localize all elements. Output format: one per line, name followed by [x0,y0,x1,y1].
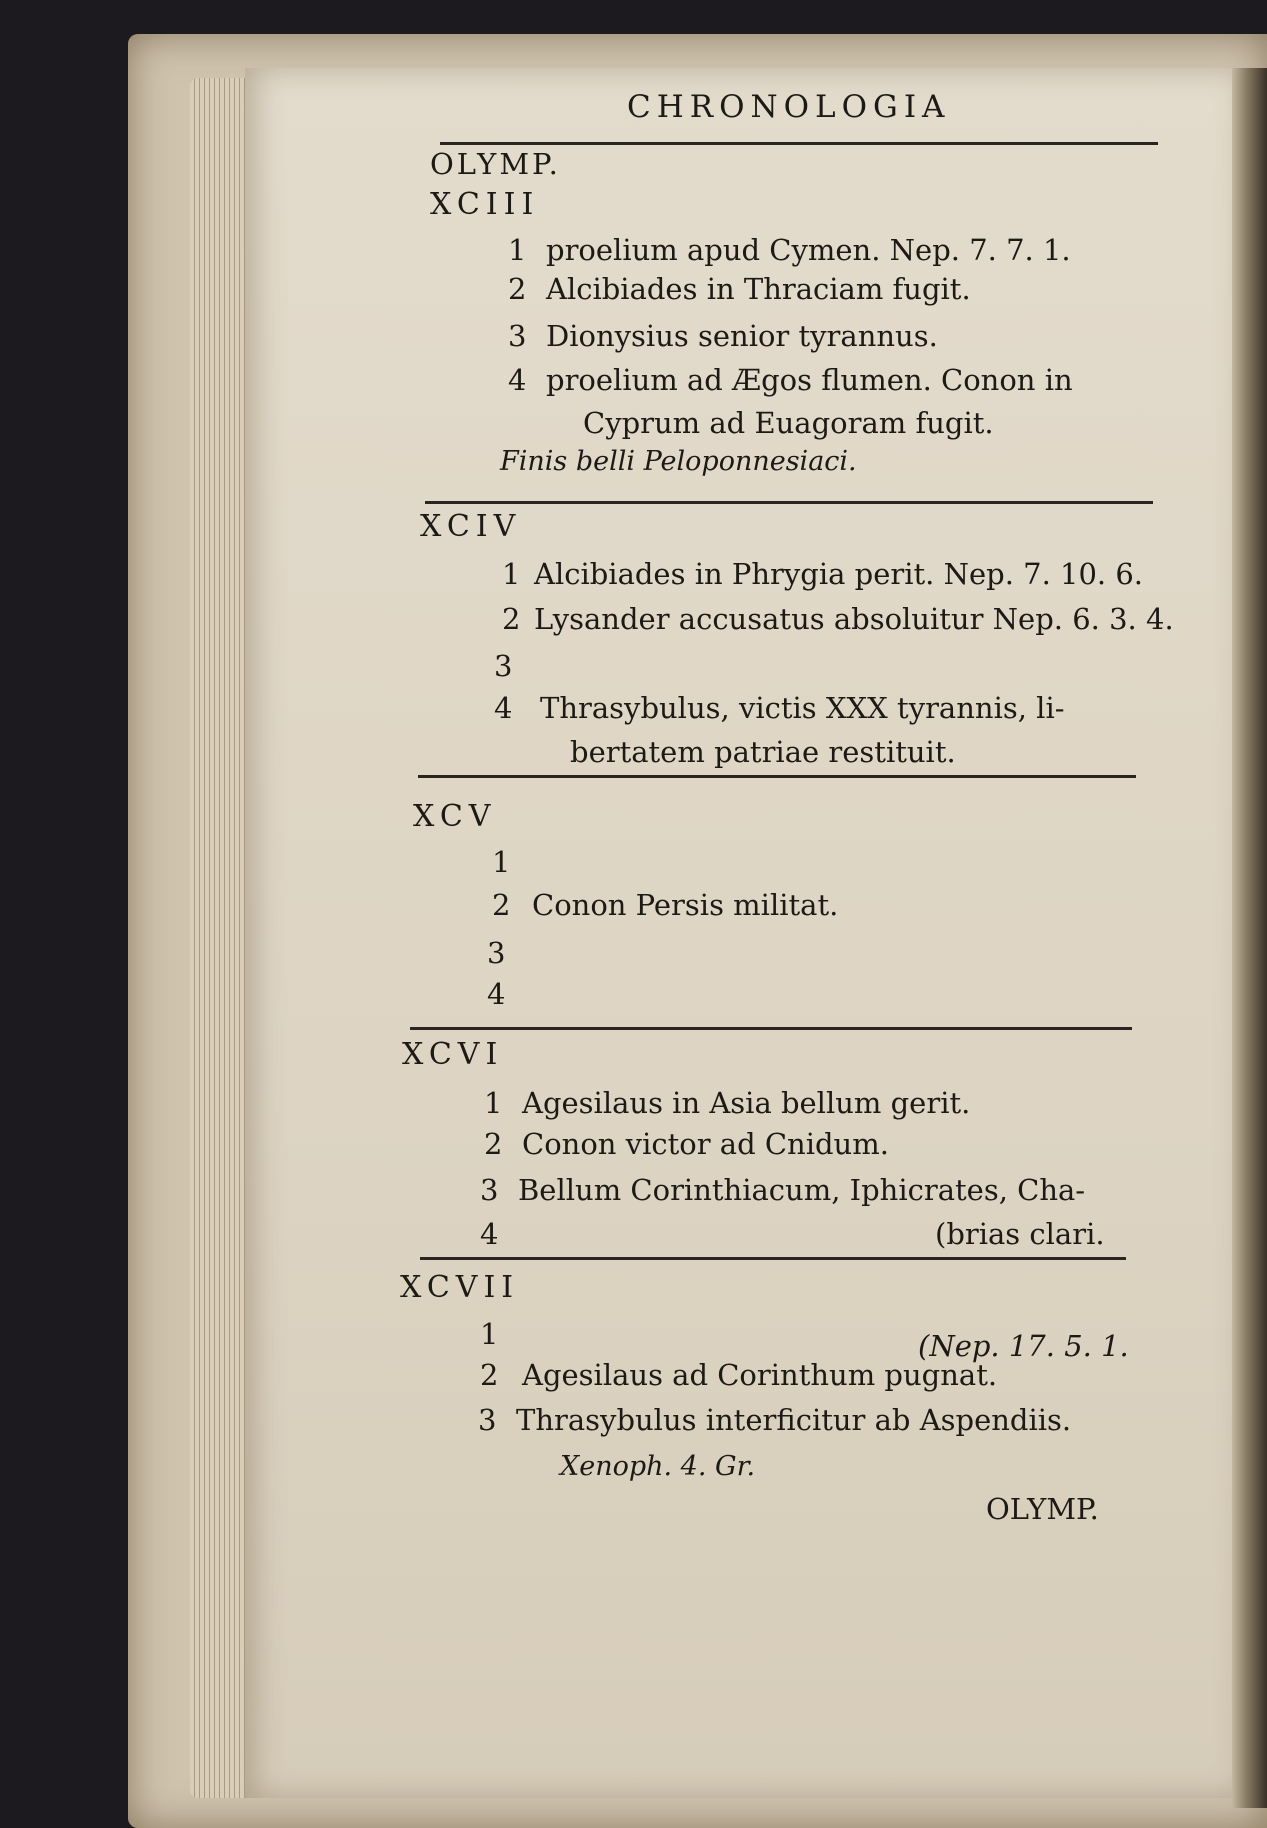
entry-text: (Nep. 17. 5. 1. [918,1329,1129,1363]
running-header: CHRONOLOGIA [627,89,951,125]
year-number: 3 [478,1403,497,1437]
olympiad-numeral: XCV [413,799,497,834]
year-number: 3 [508,319,527,353]
year-number: 1 [484,1086,503,1120]
year-number: 3 [487,936,506,970]
entry-text: (brias clari. [935,1217,1105,1251]
year-number: 2 [502,602,521,636]
section-rule [418,775,1136,778]
year-number: 3 [480,1173,499,1207]
entry-text: proelium apud Cymen. Nep. 7. 7. 1. [546,233,1071,267]
entry-text: Alcibiades in Thraciam fugit. [546,272,971,306]
entry-text: Bellum Corinthiacum, Iphicrates, Cha- [518,1173,1086,1207]
entry-text: Lysander accusatus absoluitur Nep. 6. 3. 4. [534,602,1174,636]
year-number: 2 [484,1127,503,1161]
year-number: 4 [494,691,513,725]
section-rule [420,1257,1126,1260]
year-number: 3 [494,649,513,683]
header-rule [440,142,1158,145]
entry-text: Dionysius senior tyrannus. [546,319,938,353]
year-number: 4 [487,977,506,1011]
entry-text: Conon Persis militat. [532,888,839,922]
year-number: 1 [480,1317,499,1351]
year-number: 2 [508,272,527,306]
entry-text-continued: Cyprum ad Euagoram fugit. [583,406,994,440]
year-number: 1 [502,557,521,591]
olympiad-numeral: XCIV [420,509,522,544]
entry-text: Conon victor ad Cnidum. [522,1127,889,1161]
page-edges [190,78,250,1798]
entry-text: Thrasybulus, victis XXX tyrannis, li- [540,691,1065,725]
year-number: 4 [480,1217,499,1251]
olympiad-numeral: XCIII [430,187,540,222]
catchword: OLYMP. [986,1492,1099,1526]
section-rule [425,501,1153,504]
entry-text: Agesilaus in Asia bellum gerit. [522,1086,971,1120]
olympiad-numeral: XCVI [402,1037,504,1072]
section-note: Xenoph. 4. Gr. [560,1451,756,1482]
olymp-label: OLYMP. [430,147,561,181]
section-note: Finis belli Peloponnesiaci. [500,446,857,477]
entry-text-continued: bertatem patriae restituit. [570,735,956,769]
year-number: 1 [492,845,511,879]
olympiad-numeral: XCVII [400,1270,520,1305]
entry-text: Thrasybulus interficitur ab Aspendiis. [516,1403,1072,1437]
year-number: 4 [508,363,527,397]
entry-text: Agesilaus ad Corinthum pugnat. [522,1358,998,1392]
entry-text: Alcibiades in Phrygia perit. Nep. 7. 10. 6. [534,557,1144,591]
section-rule [410,1027,1132,1030]
book-gutter [1232,68,1267,1808]
entry-text: proelium ad Ægos flumen. Conon in [546,363,1073,397]
year-number: 2 [492,888,511,922]
year-number: 2 [480,1358,499,1392]
year-number: 1 [508,233,527,267]
